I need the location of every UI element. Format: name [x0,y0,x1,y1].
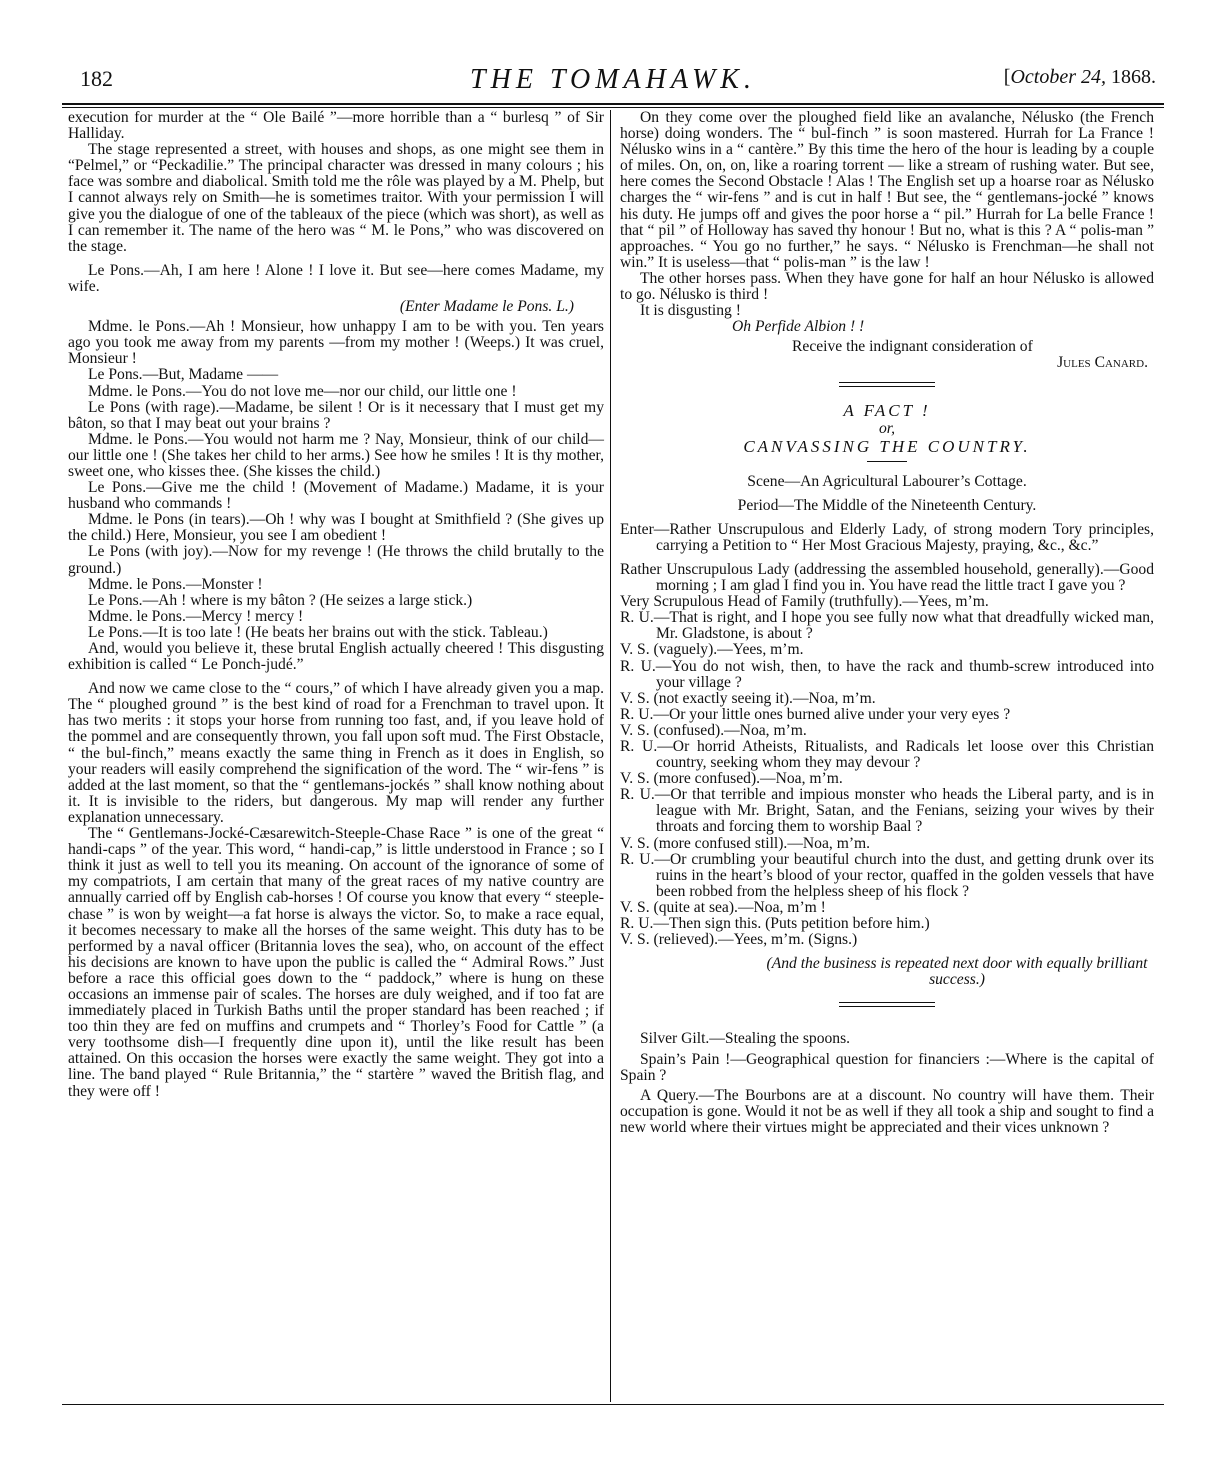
enter-line: Enter—Rather Unscrupulous and Elderly Lady, of strong modern Tory principles, carrying a Petition to “ Her Most Gracious Majesty, praying, &c., &c.” [620,520,1154,554]
paragraph: execution for murder at the “ Ole Bailé ”—more horrible than a “ burlesq ” of Sir Halliday. [68,109,604,143]
dialogue-line: Le Pons.—Give me the child ! (Movement of Madame.) Madame, it is your husband who commands ! [68,479,604,513]
paragraph-a-query: A Query.—The Bourbons are at a discount. No country will have them. Their occupation is gone. Would it not be as well if they all took a ship and sought to find a new world where their virtues might be appreciated and their vices unknown ? [620,1086,1154,1136]
article-subtitle-or: or, [878,419,896,437]
paragraph: The stage represented a street, with houses and shops, as one might see them in “Pelmel,” or “Peckadilie.” The principal character was dressed in many colours ; his face was sombre and diabolical. Smith told me the rôle was played by a M. Phelp, but I cannot always rely on Smith—he is sometimes traitor. With your permission I will give you the dialogue of one of the tableaux of the piece (which was short), as well as I can remember it. The name of the hero was “ M. le Pons,” who was discovered on the stage. [68,141,604,255]
dialogue-line: Le Pons.—But, Madame —— [88,366,279,384]
issue-date: [October 24, 1868. [1003,66,1156,88]
stage-direction: (Enter Madame le Pons. L.) [399,298,574,316]
paragraph-silver-gilt: Silver Gilt.—Stealing the spoons. [640,1030,851,1048]
page-header [62,60,1164,108]
dialogue-line: V. S. (vaguely).—Yees, m’m. [620,641,804,659]
dialogue-line: Le Pons.—Ah ! where is my bâton ? (He seizes a large stick.) [88,591,473,609]
paragraph: The other horses pass. When they have gone for half an hour Nélusko is allowed to go. Nélusko is third ! [620,269,1154,304]
dialogue-line: R. U.—You do not wish, then, to have the rack and thumb-screw introduced into your village ? [620,657,1154,691]
period-line: Period—The Middle of the Nineteenth Century. [737,496,1037,514]
dialogue-line: R. U.—That is right, and I hope you see fully now what that dreadfully wicked man, Mr. Gladstone, is about ? [620,609,1154,643]
dialogue-line: V. S. (relieved).—Yees, m’m. (Signs.) [620,931,858,949]
dialogue-line: R. U.—Or that terrible and impious monster who heads the Liberal party, and is in league with Mr. Bright, Satan, and the Fenians, seizing your wives by their throats and forcing them to worship Baal ? [620,786,1154,836]
dialogue-line: R. U.—Or horrid Atheists, Ritualists, and Radicals let loose over this Christian country, seeking whom they may devour ? [620,738,1154,772]
dialogue-line: Mdme. le Pons.—Ah ! Monsieur, how unhappy I am to be with you. Ten years ago you took me away from my parents —from my mother ! (Weeps.) It was cruel, Monsieur ! [68,318,604,368]
paragraph: And, would you believe it, these brutal English actually cheered ! This disgusting exhibition is called “ Le Ponch-judé.” [68,640,604,674]
dialogue-line: R. U.—Or your little ones burned alive under your very eyes ? [620,705,1011,723]
dialogue-line: Le Pons.—It is too late ! (He beats her brains out with the stick. Tableau.) [88,623,548,641]
section-divider [839,1002,935,1007]
dialogue-line: V. S. (quite at sea).—Noa, m’m ! [620,898,826,916]
section-divider [839,382,935,387]
publication-title: THE TOMAHAWK. [470,64,756,95]
exclamation: Oh Perfide Albion ! ! [732,318,865,336]
paragraph-spains-pain: Spain’s Pain !—Geographical question for financiers :—Where is the capital of Spain ? [620,1050,1154,1084]
left-column [68,110,604,1100]
dialogue-line: Mdme. le Pons.—You do not love me—nor our child, our little one ! [88,382,517,400]
dialogue-line: Mdme. le Pons.—You would not harm me ? Nay, Monsieur, think of our child—our little one ! (She takes her child to her arms.) See how he smiles ! It is thy mother, sweet one, who kisses thee. (She kisses the child.) [68,430,604,480]
dialogue-line: Mdme. le Pons.—Monster ! [88,575,263,593]
page-number: 182 [80,66,113,91]
dialogue-line: Le Pons (with rage).—Madame, be silent ! Or is it necessary that I must get my bâton, so that I may beat out your brains ? [68,398,604,432]
paragraph: On they come over the ploughed field like an avalanche, Nélusko (the French horse) doing wonders. The “ bul-finch ” is soon mastered. Hurrah for La France ! Nélusko wins in a “ cantère.” By this time the hero of the hour is leading by a couple of miles. On, on, on, like a roaring torrent — like a stream of rushing water. But see, here comes the Second Obstacle ! Alas ! The English set up a hoarse roar as Nélusko charges the “ wir-fens ” and is cut in half ! But see, the “ gentlemans-jocké ” knows his duty. He jumps off and gives the poor horse a “ pil.” Hurrah for La belle France ! that “ pil ” of Holloway has saved thy honour ! But no, what is this ? A “ polis-man ” approaches. “ You go no further,” he says. “ Nélusko is Frenchman—he shall not win.” It is useless—that “ polis-man ” is the law ! [620,109,1154,271]
article-subtitle: CANVASSING THE COUNTRY. [743,436,1031,456]
closing-line: Receive the indignant consideration of [792,338,1033,356]
dialogue-line: Le Pons.—Ah, I am here ! Alone ! I love it. But see—here comes Madame, my wife. [68,261,604,295]
dialogue-line: V. S. (more confused).—Noa, m’m. [620,770,843,788]
paragraph: It is disgusting ! [640,302,741,320]
title-rule [867,461,907,462]
dialogue-line: Mdme. le Pons (in tears).—Oh ! why was I bought at Smithfield ? (She gives up the child.) Here, Monsieur, you see I am obedient ! [68,511,604,545]
paragraph: And now we came close to the “ cours,” of which I have already given you a map. The “ ploughed ground ” is the best kind of road for a Frenchman to travel upon. It has two merits : it stops your horse from running too fast, and, if you leave hold of the pommel and are consequently thrown, you fall upon soft mud. The First Obstacle, “ the bul-finch,” means exactly the same thing in French as it does in English, so your readers will easily comprehend the signification of the word. The “ wir-fens ” is added at the last moment, so that the “ gentlemans-jockés ” shall know nothing about it. It is invisible to the riders, but dangerous. My map will render any further explanation unnecessary. [68,680,604,826]
paragraph: The “ Gentlemans-Jocké-Cæsarewitch-Steeple-Chase Race ” is one of the great “ handi-caps ” of the year. This word, “ handi-cap,” is little understood in France ; so I think it just as well to tell you its meaning. On account of the ignorance of some of my compatriots, I am certain that many of the great races of my native country are annually carried off by English cab-horses ! Of course you know that every “ steeple-chase ” is won by weight—a fat horse is always the victor. So, to make a race equal, it becomes necessary to make all the horses of the same weight. This duty has to be performed by a naval officer (Britannia loves the sea), who, on account of the effect his decisions are known to have upon the public is called the “ Admiral Rows.” Just before a race this official goes down to the “ paddock,” where is hung on these occasions an immense pair of scales. The horses are duly weighed, and if too fat are immediately placed in Turkish Baths until the proper standard has been reached ; if too thin they are fed on muffins and crumpets and “ Thorley’s Food for Cattle ” (a very toothsome dish—I frequently dine upon it), until the like result has been attained. On this occasion the horses were exactly the same weight. They got into a line. The band played “ Rule Britannia,” the “ startère ” waved the British flag, and they were off ! [68,825,604,1100]
stage-direction: (And the business is repeated next door with equally brilliant success.) [766,955,1148,989]
right-column [620,110,1154,1136]
dialogue-line: Very Scrupulous Head of Family (truthfully).—Yees, m’m. [620,593,989,611]
footer-rule [62,1404,1164,1405]
dialogue-line: V. S. (more confused still).—Noa, m’m. [620,834,871,852]
header-rule [62,103,1164,105]
dialogue-line: R. U.—Or crumbling your beautiful church into the dust, and getting drunk over its ruins in the heart’s blood of your rector, quaffed in the golden vessels that have been robbed from the helpless sheep of his flock ? [620,850,1154,900]
dialogue-line: Le Pons (with joy).—Now for my revenge ! (He throws the child brutally to the ground.) [68,543,604,577]
article-title: A FACT ! [843,400,931,420]
scene-line: Scene—An Agricultural Labourer’s Cottage. [747,472,1027,490]
dialogue-line: Rather Unscrupulous Lady (addressing the assembled household, generally).—Good morning ; I am glad I find you in. You have read the little tract I gave you ? [620,560,1154,595]
dialogue-line: Mdme. le Pons.—Mercy ! mercy ! [88,607,304,625]
dialogue-line: R. U.—Then sign this. (Puts petition before him.) [620,915,930,933]
dialogue-line: V. S. (not exactly seeing it).—Noa, m’m. [620,689,876,707]
header-rule-thin [62,107,1164,108]
column-divider [610,110,611,1402]
dialogue-line: V. S. (confused).—Noa, m’m. [620,721,807,739]
signature: Jules Canard. [1057,354,1148,372]
